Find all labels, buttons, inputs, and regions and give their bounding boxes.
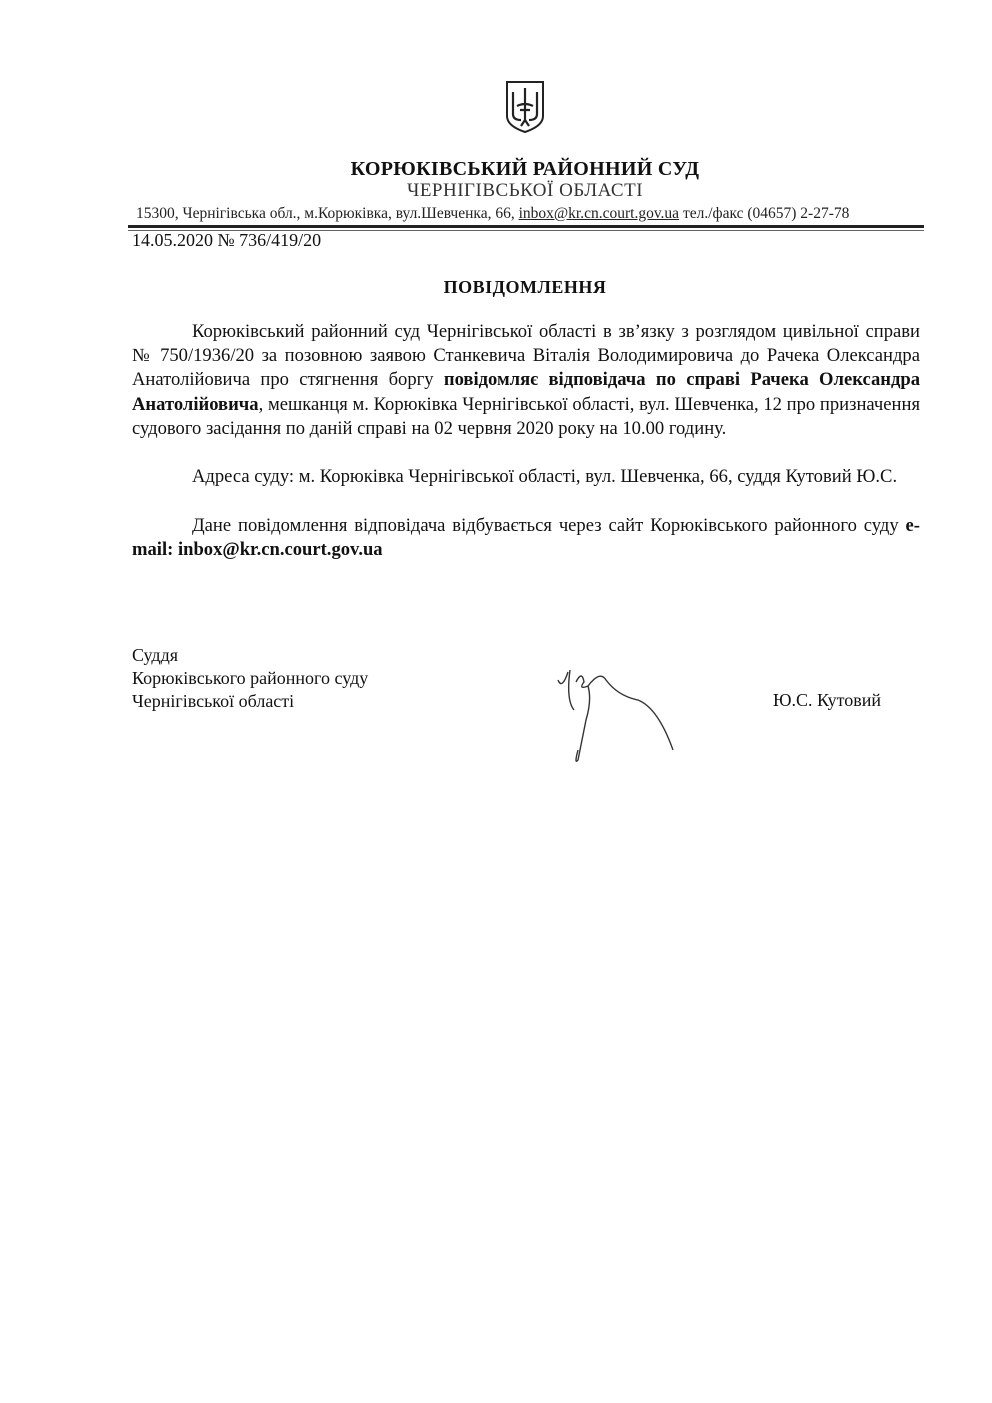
signer-court: Корюківського районного суду xyxy=(132,668,369,688)
trident-emblem-icon xyxy=(503,80,547,134)
court-name: КОРЮКІВСЬКИЙ РАЙОННИЙ СУД xyxy=(350,158,700,180)
signature-block xyxy=(132,644,368,713)
signer-name: Ю.С. Кутовий xyxy=(773,690,882,710)
header-rule xyxy=(128,225,924,228)
p1-text-end: , мешканця м. Корюківка Чернігівської області, вул. Шевченка, 12 про призначення судового засідання по даній справі на 02 червня 2020 року на 10.00 годину. xyxy=(132,393,920,439)
p1-bold-text: повідомляє відповідача по справі Рачека Олександра Анатолійовича xyxy=(132,369,920,415)
body-paragraph-1 xyxy=(132,320,920,441)
handwritten-signature xyxy=(548,660,688,770)
document-heading: ПОВІДОМЛЕННЯ xyxy=(443,277,607,297)
p3-text: Дане повідомлення відповідача відбувається через сайт Корюківського районного суду xyxy=(192,515,906,536)
email-link[interactable]: inbox@kr.cn.court.gov.ua xyxy=(518,205,680,222)
body-paragraph-2: Адреса суду: м. Корюківка Чернігівської області, вул. Шевченка, 66, суддя Кутовий Ю.С. xyxy=(192,466,898,487)
p3-email: e-mail: inbox@kr.cn.court.gov.ua xyxy=(132,515,920,561)
phone-text: тел./факс (04657) 2-27-78 xyxy=(679,205,850,222)
court-address xyxy=(136,205,849,223)
document-number: 14.05.2020 № 736/419/20 xyxy=(132,230,322,250)
signer-title: Суддя xyxy=(132,645,179,665)
body-paragraph-3 xyxy=(132,514,920,562)
p1-text: Корюківський районний суд Чернігівської області в зв’язку з розглядом цивільної справи № 750/1936/20 за позовною заявою Станкевича Віталія Володимировича до Рачека Олександра Анатолійовича про стягнення боргу xyxy=(132,321,920,391)
court-region: ЧЕРНІГІВСЬКОЇ ОБЛАСТІ xyxy=(406,180,644,201)
address-text: 15300, Чернігівська обл., м.Корюківка, вул.Шевченка, 66, xyxy=(136,205,519,222)
signer-region: Чернігівської області xyxy=(132,691,295,711)
